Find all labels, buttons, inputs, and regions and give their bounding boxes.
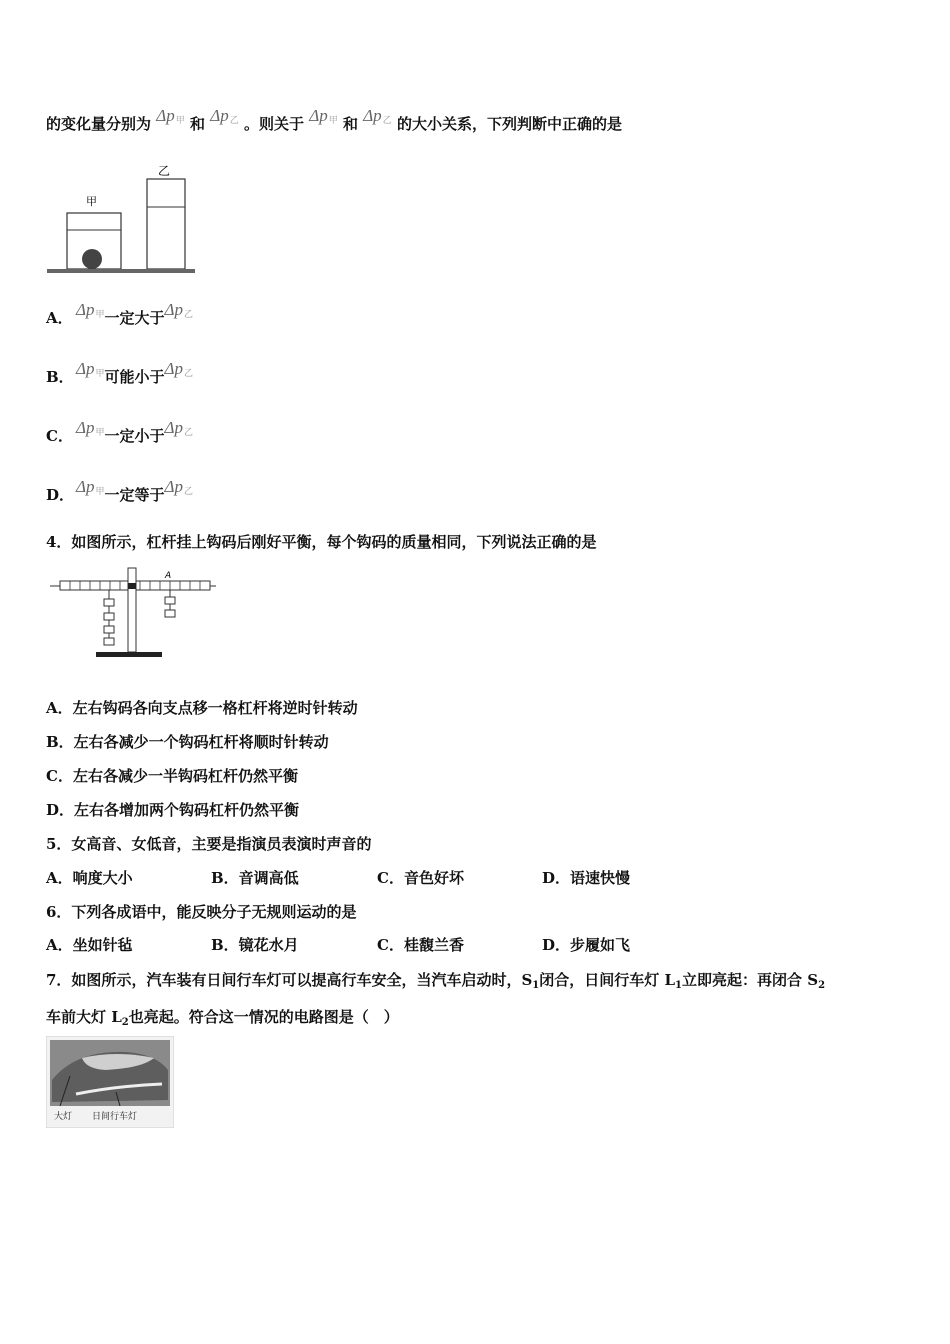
left-weights xyxy=(104,590,114,645)
delta-p-yi-symbol-2: $\Delta p_乙$ xyxy=(363,106,392,125)
delta-p-yi-symbol: $\Delta p_乙$ xyxy=(164,300,194,319)
weight xyxy=(104,613,114,620)
right-weights xyxy=(165,590,175,617)
weight xyxy=(104,638,114,645)
q3-option-d: D． $\Delta p_甲$一定等于$\Delta p_乙$ xyxy=(46,477,194,504)
container-jia-label: 甲 xyxy=(86,195,97,208)
q6-option-a: A．坐如针毡 xyxy=(46,936,133,954)
q4-option-c: C．左右各减少一半钩码杠杆仍然平衡 xyxy=(46,767,298,785)
q5-option-c: C．音色好坏 xyxy=(377,869,464,887)
intro-line xyxy=(46,106,622,134)
q4-stem: 4．如图所示，杠杆挂上钩码后刚好平衡，每个钩码的质量相同，下列说法正确的是 xyxy=(46,533,597,551)
q3-option-b: B． $\Delta p_甲$可能小于$\Delta p_乙$ xyxy=(46,359,194,386)
q5-option-d: D．语速快慢 xyxy=(542,869,631,887)
delta-p-jia-symbol: $\Delta p_甲$ xyxy=(76,300,105,319)
weight xyxy=(104,599,114,606)
q4-option-b: B．左右各减少一个钩码杠杆将顺时针转动 xyxy=(46,733,329,751)
intro-and-1: 和 xyxy=(189,115,205,133)
container-yi xyxy=(147,179,185,269)
lever-base xyxy=(96,652,162,657)
intro-and-2: 和 xyxy=(342,115,358,133)
lever-pivot xyxy=(128,583,136,589)
intro-text-c: 的大小关系，下列判断中正确的是 xyxy=(396,115,622,133)
delta-p-yi-symbol: $\Delta p_乙$ xyxy=(164,418,194,437)
q6-option-c: C．桂馥兰香 xyxy=(377,936,464,954)
container-figure xyxy=(44,160,204,280)
q7-stem-line-2: 车前大灯 $L_2$也亮起。符合这一情况的电路图是（ ） xyxy=(46,1008,399,1028)
car-headlight-photo xyxy=(46,1036,174,1128)
q4-option-a: A．左右钩码各向支点移一格杠杆将逆时针转动 xyxy=(46,699,358,717)
container-jia-ball xyxy=(82,249,102,269)
intro-text-a: 的变化量分别为 xyxy=(46,115,152,133)
delta-p-yi-symbol: $\Delta p_乙$ xyxy=(164,477,194,496)
delta-p-yi-symbol: $\Delta p_乙$ xyxy=(210,106,239,125)
delta-p-yi-symbol: $\Delta p_乙$ xyxy=(164,359,194,378)
weight xyxy=(104,626,114,633)
q3-option-c: C． $\Delta p_甲$一定小于$\Delta p_乙$ xyxy=(46,418,194,445)
lever-point-label: A xyxy=(165,571,172,581)
q6-stem: 6．下列各成语中，能反映分子无规则运动的是 xyxy=(46,903,357,921)
photo-label-drl: 日间行车灯 xyxy=(92,1112,138,1122)
lever-figure xyxy=(46,562,221,664)
delta-p-jia-symbol: $\Delta p_甲$ xyxy=(76,477,105,496)
photo-label-headlight: 大灯 xyxy=(54,1112,73,1122)
q6-option-b: B．镜花水月 xyxy=(211,936,299,954)
container-yi-label: 乙 xyxy=(158,164,171,178)
intro-text-b: 。则关于 xyxy=(243,115,304,133)
q5-option-b: B．音调高低 xyxy=(211,869,299,887)
delta-p-jia-symbol: $\Delta p_甲$ xyxy=(156,106,185,125)
q6-option-d: D．步履如飞 xyxy=(542,936,631,954)
q3-option-a: A． $\Delta p_甲$一定大于$\Delta p_乙$ xyxy=(46,300,194,327)
delta-p-jia-symbol-2: $\Delta p_甲$ xyxy=(309,106,338,125)
q5-stem: 5．女高音、女低音，主要是指演员表演时声音的 xyxy=(46,835,372,853)
q5-option-a: A．响度大小 xyxy=(46,869,133,887)
lever-stand xyxy=(128,568,136,652)
q4-option-d: D．左右各增加两个钩码杠杆仍然平衡 xyxy=(46,801,300,819)
ground-surface xyxy=(47,269,195,273)
weight xyxy=(165,597,175,604)
delta-p-jia-symbol: $\Delta p_甲$ xyxy=(76,418,105,437)
q7-stem-line-1: 7．如图所示，汽车装有日间行车灯可以提高行车安全，当汽车启动时，$S_1$闭合，日间行车灯 $L_1$立即亮起：再闭合 $S_2$ xyxy=(46,971,826,991)
delta-p-jia-symbol: $\Delta p_甲$ xyxy=(76,359,105,378)
weight xyxy=(165,610,175,617)
